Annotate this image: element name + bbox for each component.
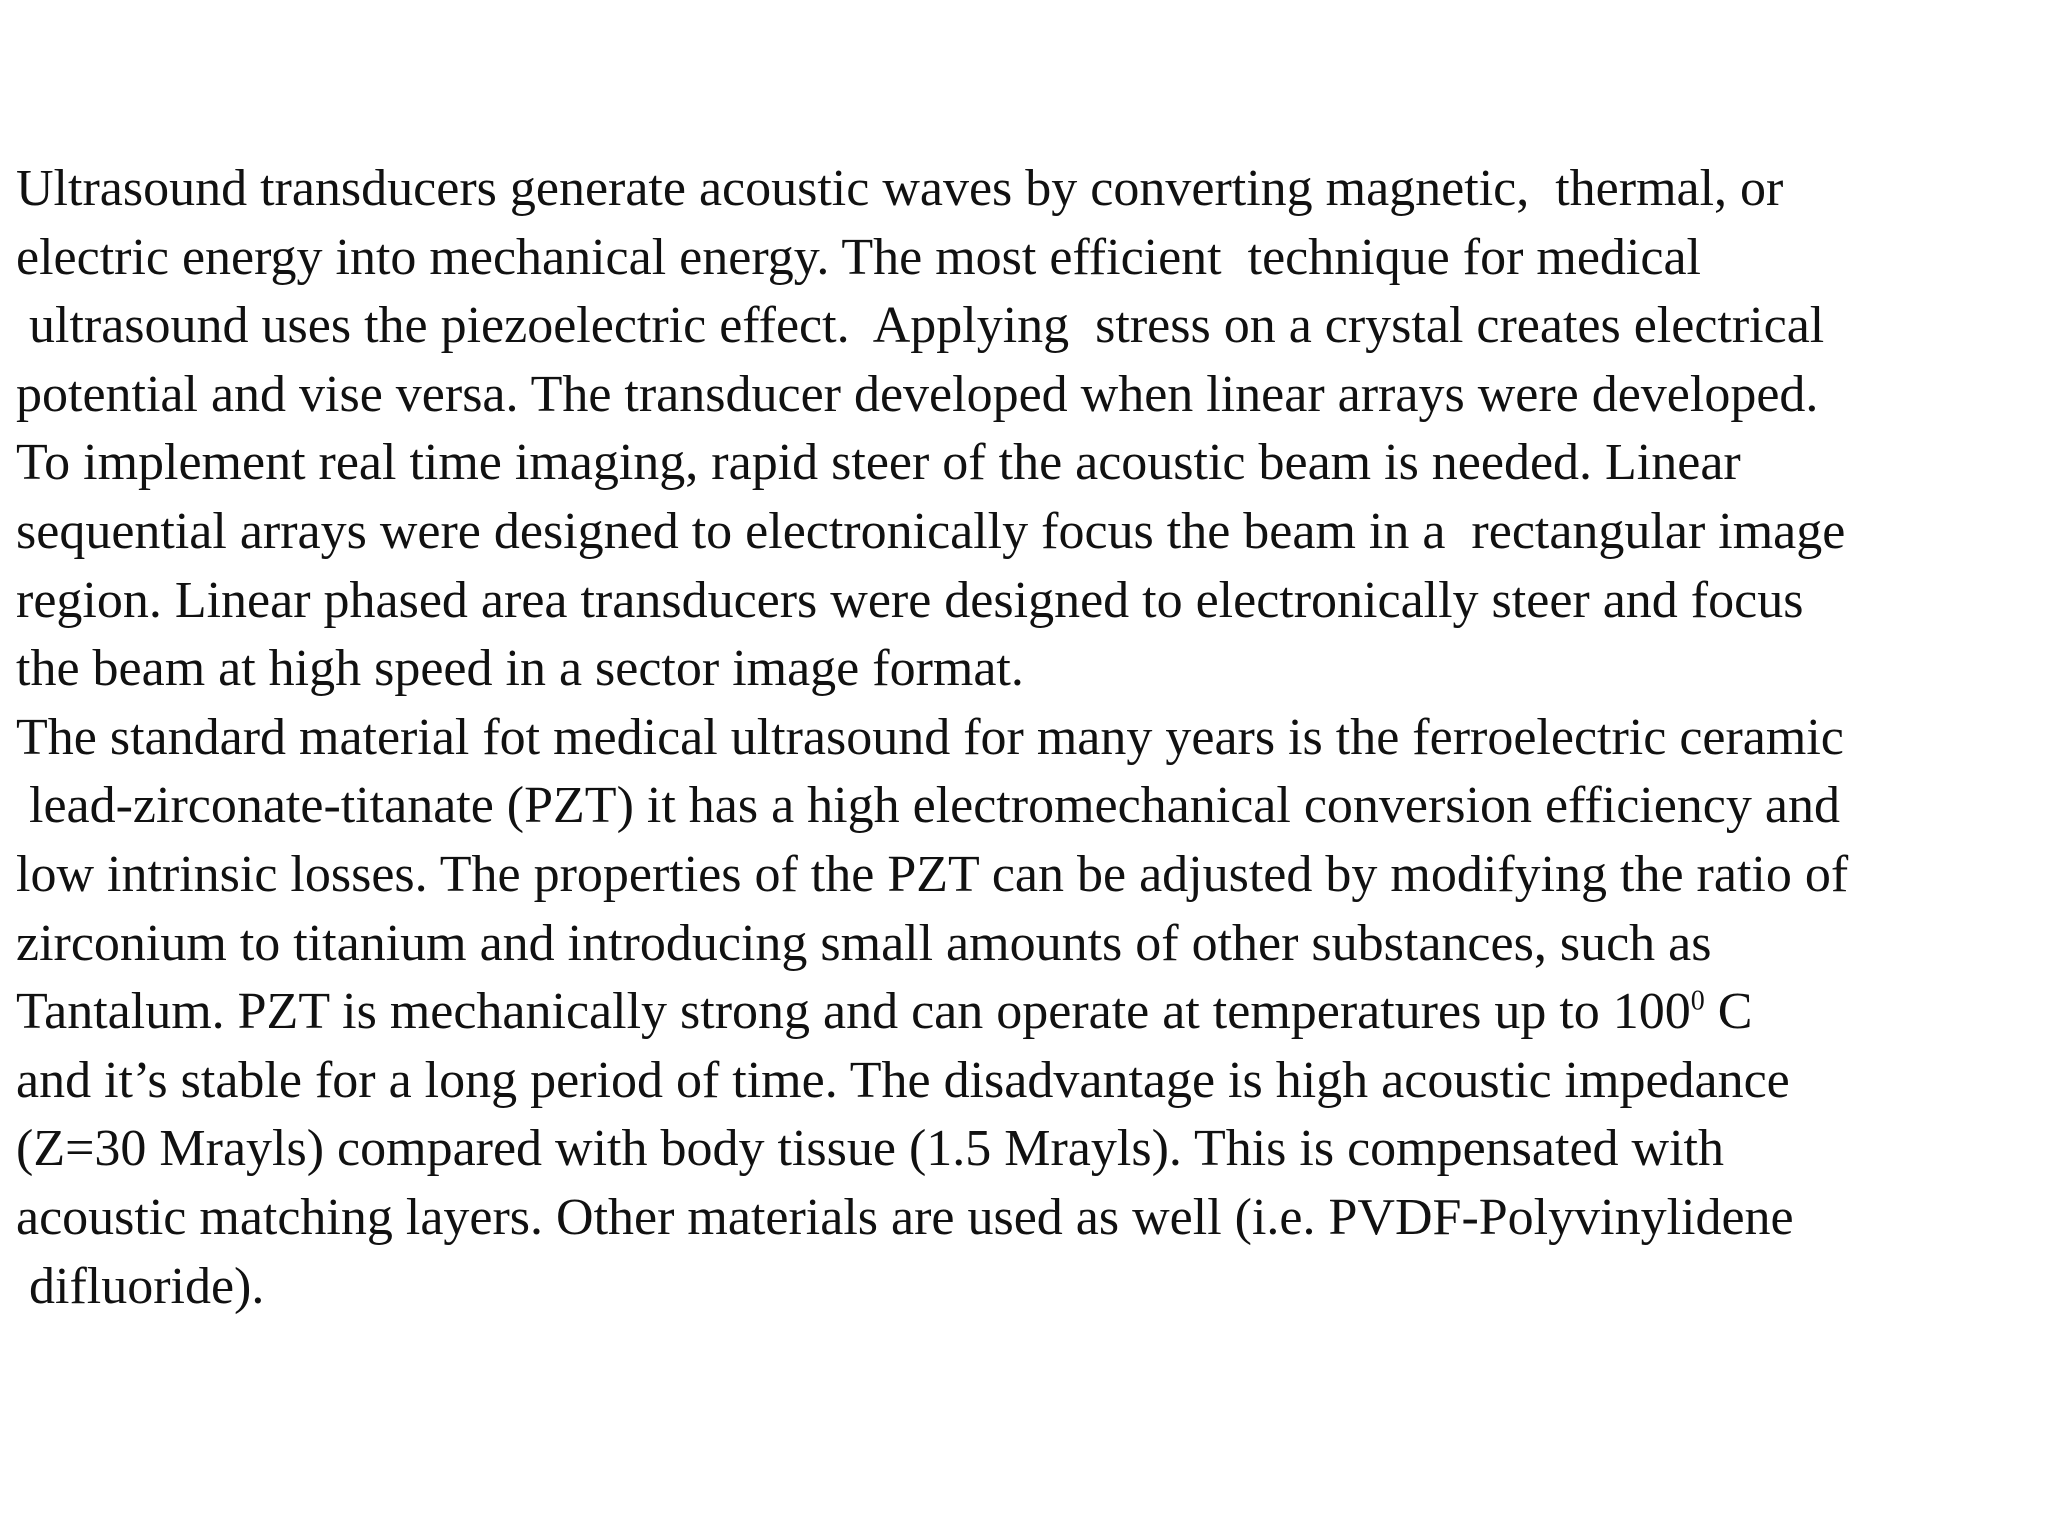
temperature-line [16,978,2046,1047]
temperature-text: Tantalum. PZT is mechanically strong and can operate at temperatures up to 100 [16,983,1691,1041]
text-line: (Z=30 Mrayls) compared with body tissue (1.5 Mrayls). This is compensated with [16,1120,1724,1178]
body-text [16,155,2046,1321]
text-line: electric energy into mechanical energy. The most efficient technique for medical [16,228,1701,286]
text-line: Ultrasound transducers generate acoustic waves by converting magnetic, thermal, or [16,160,1784,217]
text-line: potential and vise versa. The transducer developed when linear arrays were developed. [16,365,1819,423]
text-line: The standard material fot medical ultrasound for many years is the ferroelectric ceramic [16,708,1844,766]
text-line: ultrasound uses the piezoelectric effect. Applying stress on a crystal creates electrical [16,297,1825,355]
text-line: region. Linear phased area transducers were designed to electronically steer and focus [16,571,1804,629]
text-line: and it’s stable for a long period of time. The disadvantage is high acoustic impedance [16,1051,1790,1109]
text-line: low intrinsic losses. The properties of the PZT can be adjusted by modifying the ratio of [16,845,1849,903]
degree-superscript: 0 [1690,985,1705,1017]
text-line: the beam at high speed in a sector image format. [16,640,1024,698]
text-line: zirconium to titanium and introducing small amounts of other substances, such as [16,914,1712,972]
text-line: lead-zirconate-titanate (PZT) it has a high electromechanical conversion efficiency and [16,777,1840,835]
text-line: acoustic matching layers. Other materials are used as well (i.e. PVDF-Polyvinylidene [16,1188,1794,1246]
text-line: To implement real time imaging, rapid steer of the acoustic beam is needed. Linear [16,434,1741,492]
temperature-unit: C [1704,983,1753,1041]
text-line: sequential arrays were designed to electronically focus the beam in a rectangular image [16,502,1846,560]
text-line: difluoride). [16,1257,265,1315]
